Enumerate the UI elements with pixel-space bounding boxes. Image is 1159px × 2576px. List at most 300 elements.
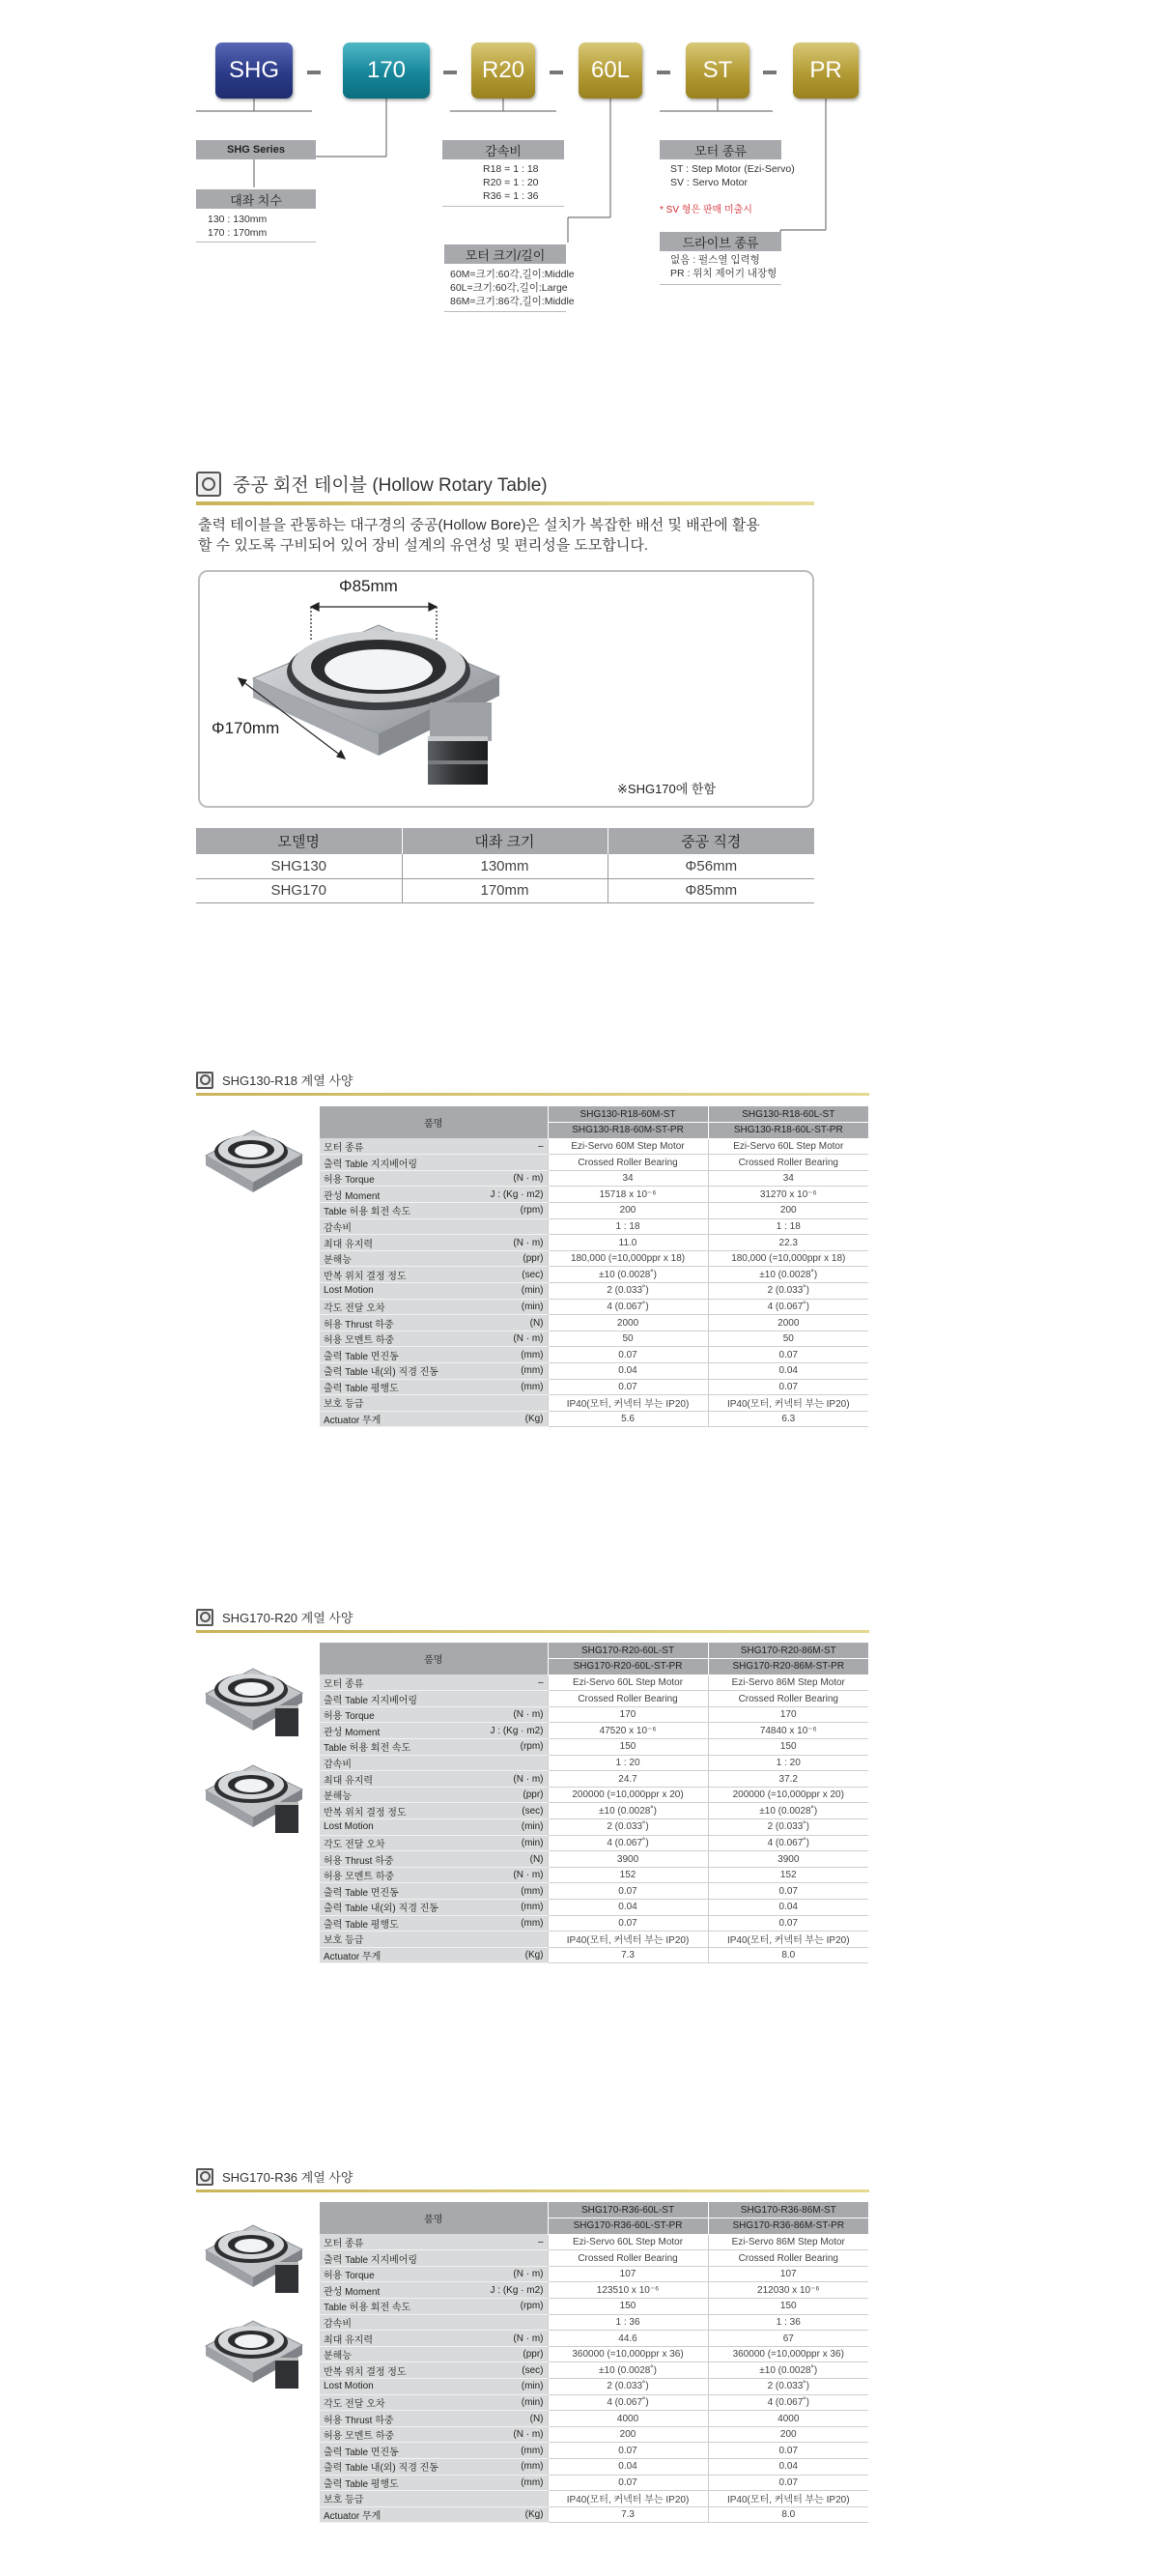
spec-value-cell: 2 (0.033˚) — [708, 1819, 868, 1836]
spec-value-cell: 200000 (=10,000ppr x 20) — [708, 1787, 868, 1803]
spec-unit-cell: (mm) — [463, 1363, 548, 1380]
spec-value-cell: 0.07 — [708, 1379, 868, 1395]
spec-header-row — [320, 1106, 868, 1123]
spec-value-cell: 22.3 — [708, 1235, 868, 1251]
spec-unit-cell: (N) — [463, 1315, 548, 1331]
spec-value-cell: 0.07 — [708, 1915, 868, 1932]
spec-unit-cell: (mm) — [463, 1900, 548, 1916]
spec-value-cell: 34 — [548, 1170, 708, 1187]
rule — [660, 284, 781, 285]
table-row — [320, 2394, 868, 2411]
spec-header-row — [320, 1643, 868, 1659]
table-row — [320, 1771, 868, 1788]
table-row — [320, 1723, 868, 1739]
spec-value-cell: 212030 x 10⁻⁶ — [708, 2282, 868, 2299]
spec-value-cell: 0.07 — [548, 2443, 708, 2459]
spec-value-cell: 150 — [708, 1739, 868, 1756]
spec-unit-cell — [463, 2250, 548, 2267]
table-row — [320, 1218, 868, 1235]
spec-value-cell: 50 — [548, 1331, 708, 1347]
base-size-title: 대좌 치수 — [196, 189, 316, 209]
table-row — [320, 1947, 868, 1963]
spec-unit-cell: (mm) — [463, 2459, 548, 2476]
spec-name-cell: 보호 등급 — [320, 1932, 463, 1948]
spec-unit-cell: (N · m) — [463, 2266, 548, 2282]
spec-value-cell: 0.04 — [548, 1900, 708, 1916]
rule — [196, 242, 316, 243]
table-row — [320, 1331, 868, 1347]
spec-section-header — [196, 2167, 353, 2186]
spec-name-cell: 각도 전달 오차 — [320, 2394, 463, 2411]
spec-value-cell: 8.0 — [708, 1947, 868, 1963]
spec-name-cell: 감속비 — [320, 1218, 463, 1235]
spec-value-cell: ±10 (0.0028˚) — [708, 2362, 868, 2379]
model-name-cell: SHG170-R20-86M-ST-PR — [708, 1659, 868, 1675]
col-header: 모델명 — [196, 828, 402, 854]
table-row — [320, 2250, 868, 2267]
spec-name-cell: Actuator 무게 — [320, 1947, 463, 1963]
table-row — [320, 2266, 868, 2282]
spec-unit-cell: (ppr) — [463, 2346, 548, 2362]
spec-value-cell: 170 — [708, 1706, 868, 1723]
spec-name-cell: 보호 등급 — [320, 2491, 463, 2507]
spec-value-cell: IP40(모터, 커넥터 부는 IP20) — [548, 2491, 708, 2507]
spec-value-cell: 0.04 — [708, 2459, 868, 2476]
spec-value-cell: 200 — [548, 1203, 708, 1219]
spec-unit-cell: (N · m) — [463, 1867, 548, 1883]
spec-name-cell: 출력 Table 면진동 — [320, 1883, 463, 1900]
spec-unit-cell: (min) — [463, 1819, 548, 1836]
table-row — [320, 1411, 868, 1427]
spec-name-cell: 모터 종류 — [320, 1138, 463, 1155]
rule — [442, 206, 564, 207]
table-row — [320, 1915, 868, 1932]
table-row — [320, 2346, 868, 2362]
spec-unit-cell: (N · m) — [463, 1235, 548, 1251]
spec-name-cell: 분해능 — [320, 1787, 463, 1803]
table-row — [320, 1739, 868, 1756]
table-row — [320, 2491, 868, 2507]
drive-type-desc: 없음 : 펄스열 입력형 PR : 위치 제어기 내장형 — [670, 254, 777, 279]
table-row — [320, 1170, 868, 1187]
spec-name-cell: 허용 Thrust 하중 — [320, 1315, 463, 1331]
hollow-section-title: 중공 회전 테이블 (Hollow Rotary Table) — [233, 475, 548, 496]
spec-name-cell: 허용 Torque — [320, 1706, 463, 1723]
spec-name-cell: 허용 모멘트 하중 — [320, 1331, 463, 1347]
spec-value-cell: 4 (0.067˚) — [708, 1835, 868, 1851]
spec-name-cell: Lost Motion — [320, 2379, 463, 2395]
spec-value-cell: 0.04 — [548, 2459, 708, 2476]
spec-name-cell: 출력 Table 평행도 — [320, 1379, 463, 1395]
table-row — [320, 2475, 868, 2491]
motor-type-title: 모터 종류 — [660, 140, 781, 159]
spec-value-cell: Crossed Roller Bearing — [548, 1691, 708, 1707]
spec-value-cell: 0.07 — [708, 1883, 868, 1900]
spec-name-cell: 최대 유지력 — [320, 1771, 463, 1788]
spec-unit-cell: (sec) — [463, 2362, 548, 2379]
spec-name-cell: 분해능 — [320, 2346, 463, 2362]
spec-value-cell: 200 — [708, 1203, 868, 1219]
code-box-drive-type: PR — [793, 43, 859, 99]
spec-unit-cell: J : (Kg · m2) — [463, 1187, 548, 1203]
ratio-desc: R18 = 1 : 18 R20 = 1 : 20 R36 = 1 : 36 — [483, 163, 539, 202]
motor-type-desc: ST : Step Motor (Ezi-Servo) SV : Servo Motor — [670, 163, 795, 188]
spec-name-cell: Actuator 무게 — [320, 1411, 463, 1427]
spec-unit-cell: (mm) — [463, 1915, 548, 1932]
hollow-rotary-table-illustration — [200, 572, 812, 806]
spec-value-cell: IP40(모터, 커넥터 부는 IP20) — [708, 1395, 868, 1412]
spec-unit-cell: (N · m) — [463, 2331, 548, 2347]
spec-value-cell: IP40(모터, 커넥터 부는 IP20) — [708, 2491, 868, 2507]
spec-name-cell: 반복 위치 결정 정도 — [320, 1267, 463, 1283]
spec-name-cell: 감속비 — [320, 1755, 463, 1771]
spec-unit-cell: (min) — [463, 2379, 548, 2395]
table-row — [320, 2426, 868, 2443]
spec-name-cell: 허용 Torque — [320, 1170, 463, 1187]
spec-name-cell: 허용 Torque — [320, 2266, 463, 2282]
dash-separator — [657, 71, 670, 74]
spec-value-cell: 50 — [708, 1331, 868, 1347]
section-icon — [196, 2168, 213, 2186]
spec-value-cell: 0.07 — [548, 1347, 708, 1363]
hollow-photo-frame — [198, 570, 814, 808]
spec-unit-cell: (mm) — [463, 1347, 548, 1363]
table-row — [320, 1932, 868, 1948]
spec-unit-cell: (rpm) — [463, 1203, 548, 1219]
spec-value-cell: 7.3 — [548, 1947, 708, 1963]
spec-value-cell: Ezi-Servo 60L Step Motor — [548, 2234, 708, 2250]
spec-value-cell: 200 — [708, 2426, 868, 2443]
spec-header-label: 품명 — [320, 1106, 548, 1138]
spec-value-cell: 0.07 — [548, 1915, 708, 1932]
bore-dimension-label: Φ85mm — [339, 577, 398, 595]
spec-name-cell: 허용 모멘트 하중 — [320, 1867, 463, 1883]
motor-size-title: 모터 크기/길이 — [444, 244, 566, 264]
spec-value-cell: Crossed Roller Bearing — [708, 2250, 868, 2267]
spec-value-cell: 1 : 36 — [708, 2314, 868, 2331]
col-header: 중공 직경 — [608, 828, 814, 854]
spec-name-cell: 출력 Table 평행도 — [320, 1915, 463, 1932]
table-row: SHG130 130mm Φ56mm — [196, 854, 814, 878]
spec-value-cell: 24.7 — [548, 1771, 708, 1788]
spec-unit-cell — [463, 1755, 548, 1771]
spec-name-cell: 관성 Moment — [320, 2282, 463, 2299]
model-code-diagram — [0, 0, 1159, 329]
spec-value-cell: 2000 — [708, 1315, 868, 1331]
table-row — [320, 2443, 868, 2459]
spec-value-cell: 2 (0.033˚) — [548, 2379, 708, 2395]
drive-type-title: 드라이브 종류 — [660, 232, 781, 251]
spec-unit-cell: J : (Kg · m2) — [463, 1723, 548, 1739]
spec-unit-cell: J : (Kg · m2) — [463, 2282, 548, 2299]
spec-unit-cell: (mm) — [463, 1379, 548, 1395]
spec-name-cell: 모터 종류 — [320, 2234, 463, 2250]
table-row — [320, 1155, 868, 1171]
spec-value-cell: 3900 — [708, 1851, 868, 1868]
table-row — [320, 2379, 868, 2395]
dash-separator — [443, 71, 457, 74]
table-row — [320, 2362, 868, 2379]
spec-value-cell: Ezi-Servo 60L Step Motor — [708, 1138, 868, 1155]
spec-value-cell: 170 — [548, 1706, 708, 1723]
model-name-cell: SHG130-R18-60M-ST — [548, 1106, 708, 1123]
model-name-cell: SHG170-R20-60L-ST — [548, 1643, 708, 1659]
spec-unit-cell — [463, 1932, 548, 1948]
spec-value-cell: 4000 — [708, 2411, 868, 2427]
spec-value-cell: 150 — [548, 1739, 708, 1756]
code-box-motor-size: 60L — [579, 43, 642, 99]
spec-value-cell: 15718 x 10⁻⁶ — [548, 1187, 708, 1203]
spec-name-cell: 허용 Thrust 하중 — [320, 1851, 463, 1868]
spec-value-cell: 74840 x 10⁻⁶ — [708, 1723, 868, 1739]
spec-unit-cell: (mm) — [463, 2443, 548, 2459]
table-row — [320, 1755, 868, 1771]
table-row — [320, 1299, 868, 1315]
table-row — [320, 2411, 868, 2427]
spec-unit-cell: (N) — [463, 2411, 548, 2427]
spec-name-cell: 반복 위치 결정 정도 — [320, 1803, 463, 1819]
spec-value-cell: 200000 (=10,000ppr x 20) — [548, 1787, 708, 1803]
availability-note: * SV 형은 판매 미출시 — [660, 205, 752, 215]
spec-section-title: SHG170-R20 계열 사양 — [222, 1611, 353, 1625]
spec-name-cell: Table 허용 회전 속도 — [320, 1203, 463, 1219]
spec-name-cell: Table 허용 회전 속도 — [320, 2299, 463, 2315]
spec-value-cell: 3900 — [548, 1851, 708, 1868]
spec-value-cell: 1 : 18 — [708, 1218, 868, 1235]
spec-value-cell: 4 (0.067˚) — [548, 2394, 708, 2411]
section-icon — [196, 1609, 213, 1626]
hollow-section-header — [196, 471, 548, 497]
spec-value-cell: 360000 (=10,000ppr x 36) — [708, 2346, 868, 2362]
spec-name-cell: 출력 Table 지지베어링 — [320, 2250, 463, 2267]
spec-unit-cell: (Kg) — [463, 1947, 548, 1963]
model-name-cell: SHG130-R18-60L-ST — [708, 1106, 868, 1123]
spec-value-cell: 180,000 (=10,000ppr x 18) — [708, 1250, 868, 1267]
table-row — [320, 1900, 868, 1916]
spec-unit-cell: – — [463, 1138, 548, 1155]
spec-unit-cell: (mm) — [463, 1883, 548, 1900]
spec-value-cell: Ezi-Servo 86M Step Motor — [708, 1674, 868, 1691]
code-box-ratio: R20 — [471, 43, 535, 99]
spec-unit-cell: (ppr) — [463, 1787, 548, 1803]
model-name-cell: SHG170-R20-60L-ST-PR — [548, 1659, 708, 1675]
spec-table — [320, 2202, 868, 2523]
spec-value-cell: 6.3 — [708, 1411, 868, 1427]
spec-value-cell: 123510 x 10⁻⁶ — [548, 2282, 708, 2299]
spec-value-cell: ±10 (0.0028˚) — [708, 1267, 868, 1283]
gold-rule — [196, 1093, 869, 1096]
spec-value-cell: 0.04 — [548, 1363, 708, 1380]
spec-unit-cell: (sec) — [463, 1803, 548, 1819]
spec-name-cell: 분해능 — [320, 1250, 463, 1267]
spec-name-cell: 관성 Moment — [320, 1723, 463, 1739]
product-photo — [198, 1744, 309, 1836]
spec-unit-cell: (N) — [463, 1851, 548, 1868]
spec-name-cell: 출력 Table 평행도 — [320, 2475, 463, 2491]
table-row — [320, 1347, 868, 1363]
spec-unit-cell: (min) — [463, 1299, 548, 1315]
spec-unit-cell: (N · m) — [463, 1331, 548, 1347]
spec-unit-cell: (N · m) — [463, 2426, 548, 2443]
table-row — [320, 1363, 868, 1380]
spec-unit-cell — [463, 2314, 548, 2331]
spec-name-cell: 출력 Table 면진동 — [320, 2443, 463, 2459]
spec-value-cell: 0.07 — [548, 1883, 708, 1900]
spec-section-header — [196, 1608, 353, 1626]
product-photo — [198, 2204, 309, 2296]
spec-table — [320, 1106, 868, 1427]
spec-name-cell: 출력 Table 내(외) 직경 진동 — [320, 2459, 463, 2476]
table-row — [320, 1706, 868, 1723]
gold-rule — [196, 1630, 869, 1633]
spec-value-cell: Ezi-Servo 60L Step Motor — [548, 1674, 708, 1691]
spec-section-title: SHG170-R36 계열 사양 — [222, 2170, 353, 2185]
spec-value-cell: Ezi-Servo 86M Step Motor — [708, 2234, 868, 2250]
spec-value-cell: 5.6 — [548, 1411, 708, 1427]
spec-table — [320, 1643, 868, 1963]
spec-name-cell: 허용 Thrust 하중 — [320, 2411, 463, 2427]
spec-name-cell: 감속비 — [320, 2314, 463, 2331]
spec-name-cell: 각도 전달 오차 — [320, 1835, 463, 1851]
spec-unit-cell — [463, 1155, 548, 1171]
spec-name-cell: 보호 등급 — [320, 1395, 463, 1412]
spec-value-cell: IP40(모터, 커넥터 부는 IP20) — [548, 1395, 708, 1412]
spec-value-cell: 4 (0.067˚) — [708, 2394, 868, 2411]
section-icon — [196, 1072, 213, 1089]
table-row — [320, 2459, 868, 2476]
model-name-cell: SHG170-R20-86M-ST — [708, 1643, 868, 1659]
spec-value-cell: 0.07 — [548, 1379, 708, 1395]
spec-value-cell: 31270 x 10⁻⁶ — [708, 1187, 868, 1203]
spec-value-cell: IP40(모터, 커넥터 부는 IP20) — [708, 1932, 868, 1948]
spec-value-cell: Crossed Roller Bearing — [548, 1155, 708, 1171]
spec-unit-cell — [463, 1691, 548, 1707]
table-row — [320, 1674, 868, 1691]
model-name-cell: SHG170-R36-60L-ST — [548, 2202, 708, 2218]
table-row: SHG170 170mm Φ85mm — [196, 878, 814, 902]
spec-header-label: 품명 — [320, 2202, 548, 2234]
table-row — [320, 1203, 868, 1219]
spec-value-cell: 0.04 — [708, 1900, 868, 1916]
spec-value-cell: Ezi-Servo 60M Step Motor — [548, 1138, 708, 1155]
table-row — [320, 1250, 868, 1267]
spec-value-cell: 1 : 36 — [548, 2314, 708, 2331]
spec-unit-cell: (min) — [463, 1283, 548, 1300]
spec-value-cell: 4 (0.067˚) — [548, 1299, 708, 1315]
table-row — [320, 1819, 868, 1836]
model-name-cell: SHG170-R36-86M-ST-PR — [708, 2218, 868, 2235]
spec-unit-cell: – — [463, 2234, 548, 2250]
spec-name-cell: 출력 Table 지지베어링 — [320, 1155, 463, 1171]
product-photo — [198, 1647, 309, 1739]
rule — [444, 311, 566, 312]
spec-value-cell: 0.07 — [708, 2443, 868, 2459]
spec-value-cell: ±10 (0.0028˚) — [548, 1803, 708, 1819]
spec-value-cell: 7.3 — [548, 2506, 708, 2523]
series-label: SHG Series — [196, 140, 316, 159]
table-row — [320, 1395, 868, 1412]
table-row — [320, 1235, 868, 1251]
table-row — [320, 2314, 868, 2331]
code-box-base-size: 170 — [343, 43, 430, 99]
base-dimension-label: Φ170mm — [212, 719, 280, 737]
dash-separator — [307, 71, 321, 74]
model-name-cell: SHG130-R18-60M-ST-PR — [548, 1123, 708, 1139]
spec-unit-cell — [463, 1218, 548, 1235]
spec-value-cell: ±10 (0.0028˚) — [548, 1267, 708, 1283]
spec-value-cell: 152 — [708, 1867, 868, 1883]
table-row — [320, 2299, 868, 2315]
spec-value-cell: 37.2 — [708, 1771, 868, 1788]
table-row — [320, 1851, 868, 1868]
spec-header-label: 품명 — [320, 1643, 548, 1674]
spec-unit-cell: (mm) — [463, 2475, 548, 2491]
spec-value-cell: 107 — [708, 2266, 868, 2282]
gold-rule — [196, 2190, 869, 2192]
table-row — [320, 2331, 868, 2347]
spec-value-cell: 44.6 — [548, 2331, 708, 2347]
spec-value-cell: 0.07 — [708, 2475, 868, 2491]
spec-value-cell: 360000 (=10,000ppr x 36) — [548, 2346, 708, 2362]
spec-value-cell: Crossed Roller Bearing — [708, 1155, 868, 1171]
model-name-cell: SHG170-R36-86M-ST — [708, 2202, 868, 2218]
spec-value-cell: 4000 — [548, 2411, 708, 2427]
spec-value-cell: 2 (0.033˚) — [548, 1283, 708, 1300]
spec-value-cell: 0.07 — [548, 2475, 708, 2491]
spec-value-cell: 0.07 — [708, 1347, 868, 1363]
spec-value-cell: 2 (0.033˚) — [548, 1819, 708, 1836]
table-row — [320, 1187, 868, 1203]
spec-header-row — [320, 2202, 868, 2218]
spec-unit-cell: (rpm) — [463, 1739, 548, 1756]
gold-rule — [196, 501, 814, 505]
spec-name-cell: 출력 Table 내(외) 직경 진동 — [320, 1363, 463, 1380]
spec-unit-cell: (N · m) — [463, 1170, 548, 1187]
spec-value-cell: 2 (0.033˚) — [708, 2379, 868, 2395]
table-row — [320, 1883, 868, 1900]
table-row — [320, 1803, 868, 1819]
spec-name-cell: 최대 유지력 — [320, 1235, 463, 1251]
spec-unit-cell: (min) — [463, 1835, 548, 1851]
spec-name-cell: 최대 유지력 — [320, 2331, 463, 2347]
spec-value-cell: ±10 (0.0028˚) — [548, 2362, 708, 2379]
model-name-cell: SHG170-R36-60L-ST-PR — [548, 2218, 708, 2235]
table-row — [320, 2506, 868, 2523]
table-row — [320, 1379, 868, 1395]
hollow-model-table — [196, 828, 814, 903]
spec-value-cell: 47520 x 10⁻⁶ — [548, 1723, 708, 1739]
spec-value-cell: 150 — [548, 2299, 708, 2315]
spec-unit-cell: (Kg) — [463, 1411, 548, 1427]
table-row — [320, 1315, 868, 1331]
spec-value-cell: Crossed Roller Bearing — [708, 1691, 868, 1707]
spec-value-cell: IP40(모터, 커넥터 부는 IP20) — [548, 1932, 708, 1948]
table-row — [320, 1691, 868, 1707]
table-row — [320, 1283, 868, 1300]
model-name-cell: SHG130-R18-60L-ST-PR — [708, 1123, 868, 1139]
motor-size-desc: 60M=크기:60각,길이:Middle 60L=크기:60각,길이:Large 86M=크기:86각,길이:Middle — [450, 269, 575, 307]
table-row — [320, 2234, 868, 2250]
col-header: 대좌 크기 — [402, 828, 608, 854]
dash-separator — [550, 71, 563, 74]
spec-value-cell: 0.04 — [708, 1363, 868, 1380]
table-row — [320, 1267, 868, 1283]
table-row — [320, 1867, 868, 1883]
spec-value-cell: 107 — [548, 2266, 708, 2282]
spec-name-cell: 출력 Table 지지베어링 — [320, 1691, 463, 1707]
spec-unit-cell: (N · m) — [463, 1706, 548, 1723]
hollow-desc: 출력 테이블을 관통하는 대구경의 중공(Hollow Bore)은 설치가 복잡한 배선 및 배관에 활용 할 수 있도록 구비되어 있어 장비 설계의 유연성 및 편리성을 도모합니다. — [198, 517, 760, 554]
